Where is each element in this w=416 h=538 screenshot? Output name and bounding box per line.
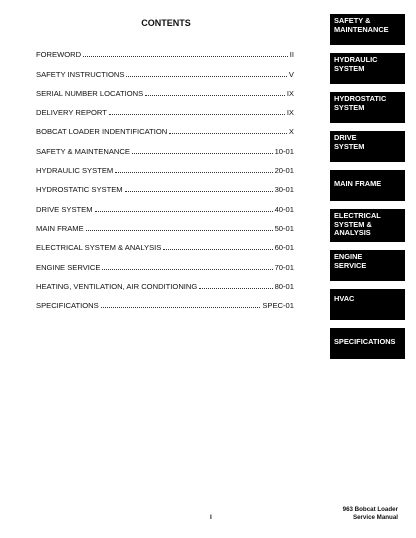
- toc-entry-main-frame[interactable]: [36, 214, 294, 233]
- manual-title-line: Service Manual: [352, 514, 398, 522]
- tab-label-line: MAIN FRAME: [334, 179, 382, 188]
- toc-entry-page: 30-01: [274, 185, 294, 195]
- toc-entry-label: HYDRAULIC SYSTEM: [36, 166, 114, 176]
- page-number: I: [210, 514, 212, 521]
- toc-entry-page: 10-01: [274, 146, 294, 156]
- manual-title-line: 963 Bobcat Loader: [342, 506, 398, 513]
- tab-label-line: ENGINE: [334, 252, 363, 261]
- toc-entry-label: SAFETY & MAINTENANCE: [36, 146, 130, 156]
- toc-dot-leader: [101, 307, 261, 308]
- toc-dot-leader: [95, 211, 273, 212]
- toc-dot-leader: [163, 249, 272, 250]
- tab-hvac[interactable]: [330, 289, 405, 320]
- toc-dot-leader: [102, 269, 272, 270]
- toc-entry-page: X: [288, 127, 294, 137]
- toc-entry-label: BOBCAT LOADER INDENTIFICATION: [36, 127, 168, 137]
- tab-label-line: HYDRAULIC: [334, 55, 378, 64]
- tab-label-line: DRIVE: [334, 133, 357, 142]
- page-title: CONTENTS: [141, 18, 191, 28]
- toc-entry-page: 80-01: [274, 281, 294, 291]
- toc-entry-page: IX: [286, 108, 294, 118]
- toc-entry-label: HYDROSTATIC SYSTEM: [36, 185, 123, 195]
- toc-dot-leader: [83, 56, 288, 57]
- toc-dot-leader: [132, 153, 273, 154]
- toc-entry-electrical-system[interactable]: [36, 233, 294, 252]
- tab-drive-system[interactable]: [330, 131, 405, 162]
- toc-entry-page: 60-01: [274, 243, 294, 253]
- manual-title: [318, 506, 398, 522]
- tab-label-line: HYDROSTATIC: [334, 94, 387, 103]
- toc-entry-page: V: [288, 69, 294, 79]
- toc-dot-leader: [86, 230, 273, 231]
- tab-label-line: SAFETY &: [334, 16, 371, 25]
- tab-safety-maintenance[interactable]: [330, 14, 405, 45]
- toc-dot-leader: [109, 114, 285, 115]
- toc-entry-drive-system[interactable]: [36, 194, 294, 213]
- tab-engine-service[interactable]: [330, 250, 405, 281]
- toc-entry-label: ELECTRICAL SYSTEM & ANALYSIS: [36, 243, 162, 253]
- tab-specifications[interactable]: [330, 328, 405, 359]
- tab-hydrostatic-system[interactable]: [330, 92, 405, 123]
- tab-electrical-system[interactable]: [330, 209, 405, 242]
- toc-dot-leader: [145, 95, 285, 96]
- toc-entry-page: 40-01: [274, 204, 294, 214]
- toc-entry-hydraulic-system[interactable]: [36, 156, 294, 175]
- toc-entry-label: DRIVE SYSTEM: [36, 204, 93, 214]
- toc-entry-engine-service[interactable]: [36, 252, 294, 271]
- toc-entry-label: SPECIFICATIONS: [36, 301, 99, 311]
- toc-entry-page: 50-01: [274, 223, 294, 233]
- toc-entry-foreword[interactable]: [36, 40, 294, 59]
- toc-entry-specifications[interactable]: [36, 291, 294, 310]
- toc-entry-serial-number-locations[interactable]: [36, 79, 294, 98]
- tab-hydraulic-system[interactable]: [330, 53, 405, 84]
- tab-main-frame[interactable]: [330, 170, 405, 201]
- toc-entry-label: DELIVERY REPORT: [36, 108, 107, 118]
- tab-label-line: MAINTENANCE: [334, 24, 389, 34]
- tab-label-line: SYSTEM: [334, 141, 365, 151]
- toc-dot-leader: [199, 288, 272, 289]
- toc-entry-safety-instructions[interactable]: [36, 59, 294, 78]
- toc-dot-leader: [169, 133, 287, 134]
- toc-entry-page: 20-01: [274, 166, 294, 176]
- toc-entry-hvac[interactable]: [36, 272, 294, 291]
- toc-entry-safety-maintenance[interactable]: [36, 136, 294, 155]
- tab-label-line: ANALYSIS: [334, 228, 371, 238]
- toc-entry-page: IX: [286, 88, 294, 98]
- toc-entry-label: ENGINE SERVICE: [36, 262, 101, 272]
- toc-entry-delivery-report[interactable]: [36, 98, 294, 117]
- toc-entry-label: SAFETY INSTRUCTIONS: [36, 69, 125, 79]
- toc-dot-leader: [125, 191, 273, 192]
- toc-entry-page: SPEC-01: [262, 301, 294, 311]
- toc-entry-page: 70-01: [274, 262, 294, 272]
- tab-label-line: SYSTEM &: [334, 219, 372, 229]
- toc-entry-loader-identification[interactable]: [36, 117, 294, 136]
- tab-label-line: SPECIFICATIONS: [334, 337, 396, 346]
- toc-entry-label: FOREWORD: [36, 50, 82, 60]
- toc-entry-label: MAIN FRAME: [36, 223, 84, 233]
- toc-dot-leader: [115, 172, 272, 173]
- toc-entry-page: II: [289, 50, 294, 60]
- toc-entry-label: HEATING, VENTILATION, AIR CONDITIONING: [36, 281, 198, 291]
- section-tabs: [330, 14, 405, 367]
- toc-entry-hydrostatic-system[interactable]: [36, 175, 294, 194]
- toc-entry-label: SERIAL NUMBER LOCATIONS: [36, 88, 144, 98]
- tab-label-line: ELECTRICAL: [334, 211, 381, 220]
- tab-label-line: HVAC: [334, 294, 355, 303]
- toc-dot-leader: [126, 76, 286, 77]
- tab-label-line: SERVICE: [334, 260, 367, 270]
- table-of-contents: [36, 40, 294, 310]
- tab-label-line: SYSTEM: [334, 102, 365, 112]
- tab-label-line: SYSTEM: [334, 63, 365, 73]
